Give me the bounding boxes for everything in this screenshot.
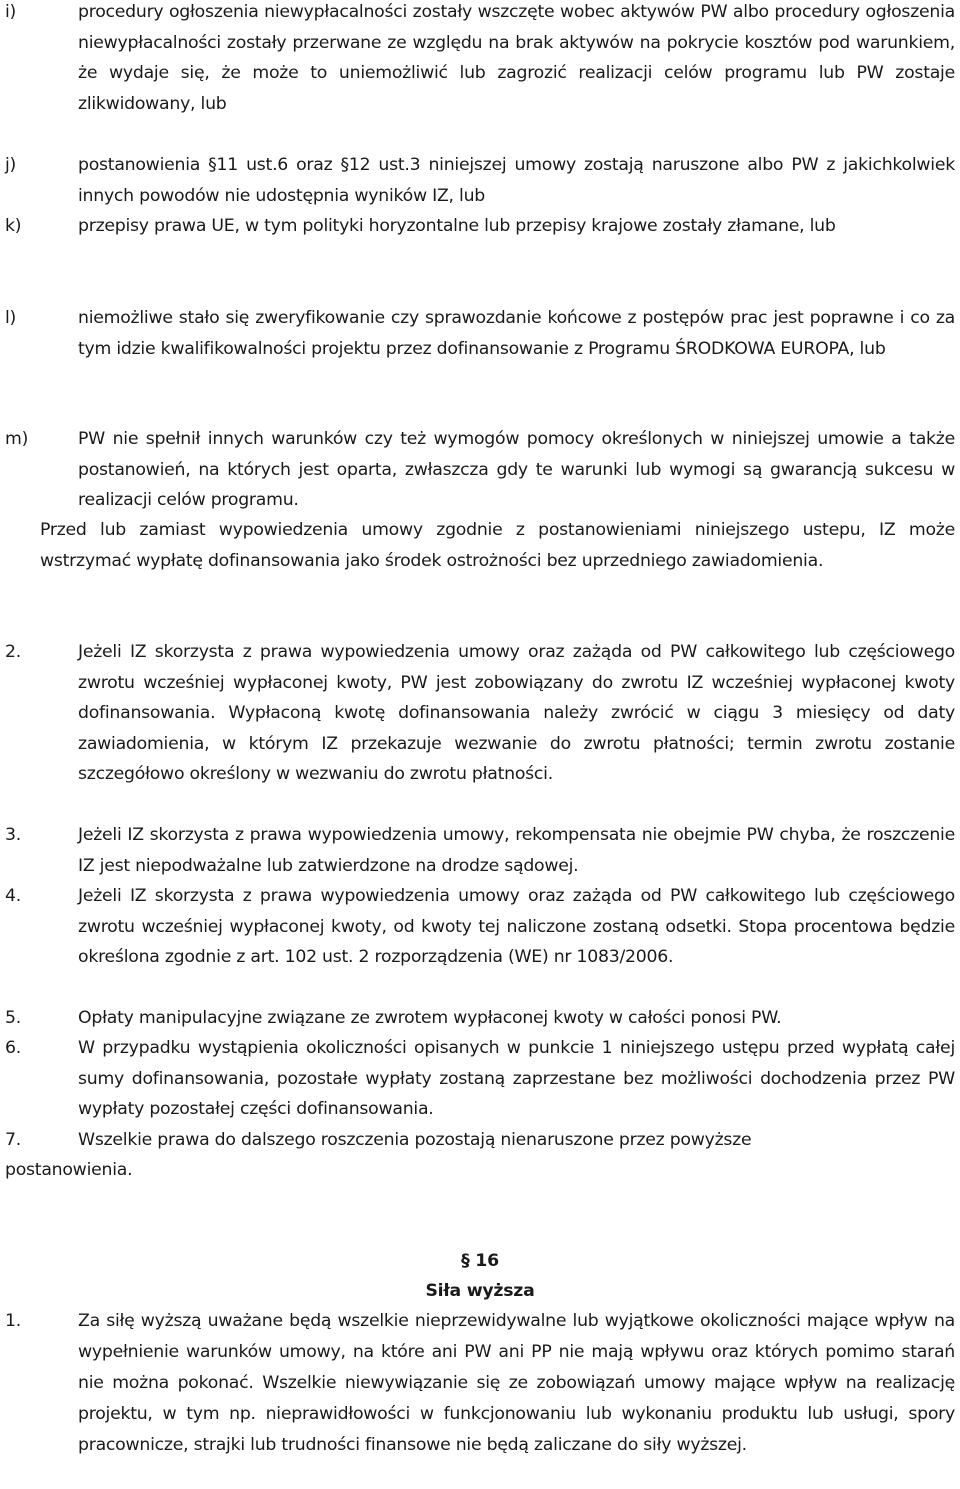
paragraph-before-termination: Przed lub zamiast wypowiedzenia umowy zgodnie z postanowieniami niniejszego ustepu, IZ może wstrzymać wypłatę dofinansowania jako środek ostrożności bez uprzedniego zawiadomienia.: [40, 520, 955, 571]
item-7-continuation: postanowienia.: [5, 1160, 133, 1180]
item-label: 4.: [5, 886, 21, 906]
item-label: m): [5, 429, 29, 449]
item-text: procedury ogłoszenia niewypłacalności zostały wszczęte wobec aktywów PW albo procedury ogłoszenia niewypłacalności zostały przerwane ze względu na brak aktywów na pokrycie kosztów pod warunkiem, że wydaje się, że może to uniemożliwić lub zagrozić realizacji celów programu lub PW zostaje zlikwidowany, lub: [78, 2, 955, 114]
item-text: przepisy prawa UE, w tym polityki horyzontalne lub przepisy krajowe zostały złamane, lub: [78, 216, 836, 236]
item-text: postanowienia §11 ust.6 oraz §12 ust.3 niniejszej umowy zostają naruszone albo PW z jakichkolwiek innych powodów nie udostępnia wyników IZ, lub: [78, 155, 955, 206]
item-label: 7.: [5, 1130, 21, 1150]
item-label: 2.: [5, 642, 21, 662]
item-label: 3.: [5, 825, 21, 845]
item-text: PW nie spełnił innych warunków czy też wymogów pomocy określonych w niniejszej umowie a także postanowień, na których jest oparta, zwłaszcza gdy te warunki lub wymogi są gwarancją sukcesu w realizacji celów programu.: [78, 429, 955, 510]
item-text: niemożliwe stało się zweryfikowanie czy sprawozdanie końcowe z postępów prac jest poprawne i co za tym idzie kwalifikowalności projektu przez dofinansowanie z Programu ŚRODKOWA EUROPA, lub: [78, 308, 955, 359]
item-label: 1.: [5, 1311, 21, 1331]
item-text: Jeżeli IZ skorzysta z prawa wypowiedzenia umowy oraz zażąda od PW całkowitego lub częściowego zwrotu wcześniej wypłaconej kwoty, od kwoty tej naliczone zostaną odsetki. Stopa procentowa będzie określona zgodnie z art. 102 ust. 2 rozporządzenia (WE) nr 1083/2006.: [78, 886, 955, 967]
item-label: 6.: [5, 1038, 21, 1058]
item-label: j): [5, 155, 17, 175]
item-text: Opłaty manipulacyjne związane ze zwrotem wypłaconej kwoty w całości ponosi PW.: [78, 1008, 782, 1028]
section-title: Siła wyższa: [425, 1281, 535, 1301]
item-label: l): [5, 308, 17, 328]
section-number: § 16: [461, 1251, 499, 1271]
item-label: 5.: [5, 1008, 21, 1028]
item-text: Za siłę wyższą uważane będą wszelkie nieprzewidywalne lub wyjątkowe okoliczności mające wpływ na wypełnienie warunków umowy, na które ani PW ani PP nie mają wpływu oraz których pomimo starań nie można pokonać. Wszelkie niewywiązanie się ze zobowiązań umowy mające wpływ na realizację projektu, w tym np. nieprawidłowości w funkcjonowaniu lub wykonaniu produktu lub usługi, spory pracownicze, strajki lub trudności finansowe nie będą zaliczane do siły wyższej.: [78, 1311, 955, 1455]
item-label: k): [5, 216, 22, 236]
item-label: i): [5, 2, 17, 22]
item-text: W przypadku wystąpienia okoliczności opisanych w punkcie 1 niniejszego ustępu przed wypłatą całej sumy dofinansowania, pozostałe wypłaty zostaną zaprzestane bez możliwości dochodzenia przez PW wypłaty pozostałej części dofinansowania.: [78, 1038, 955, 1119]
item-text: Jeżeli IZ skorzysta z prawa wypowiedzenia umowy oraz zażąda od PW całkowitego lub częściowego zwrotu wcześniej wypłaconej kwoty, PW jest zobowiązany do zwrotu IZ wcześniej wypłaconej kwoty dofinansowania. Wypłaconą kwotę dofinansowania należy zwrócić w ciągu 3 miesięcy od daty zawiadomienia, w którym IZ przekazuje wezwanie do zwrotu płatności; termin zwrotu zostanie szczegółowo określony w wezwaniu do zwrotu płatności.: [78, 642, 955, 784]
item-text: Wszelkie prawa do dalszego roszczenia pozostają nienaruszone przez powyższe: [78, 1130, 752, 1150]
item-text: Jeżeli IZ skorzysta z prawa wypowiedzenia umowy, rekompensata nie obejmie PW chyba, że roszczenie IZ jest niepodważalne lub zatwierdzone na drodze sądowej.: [78, 825, 955, 876]
